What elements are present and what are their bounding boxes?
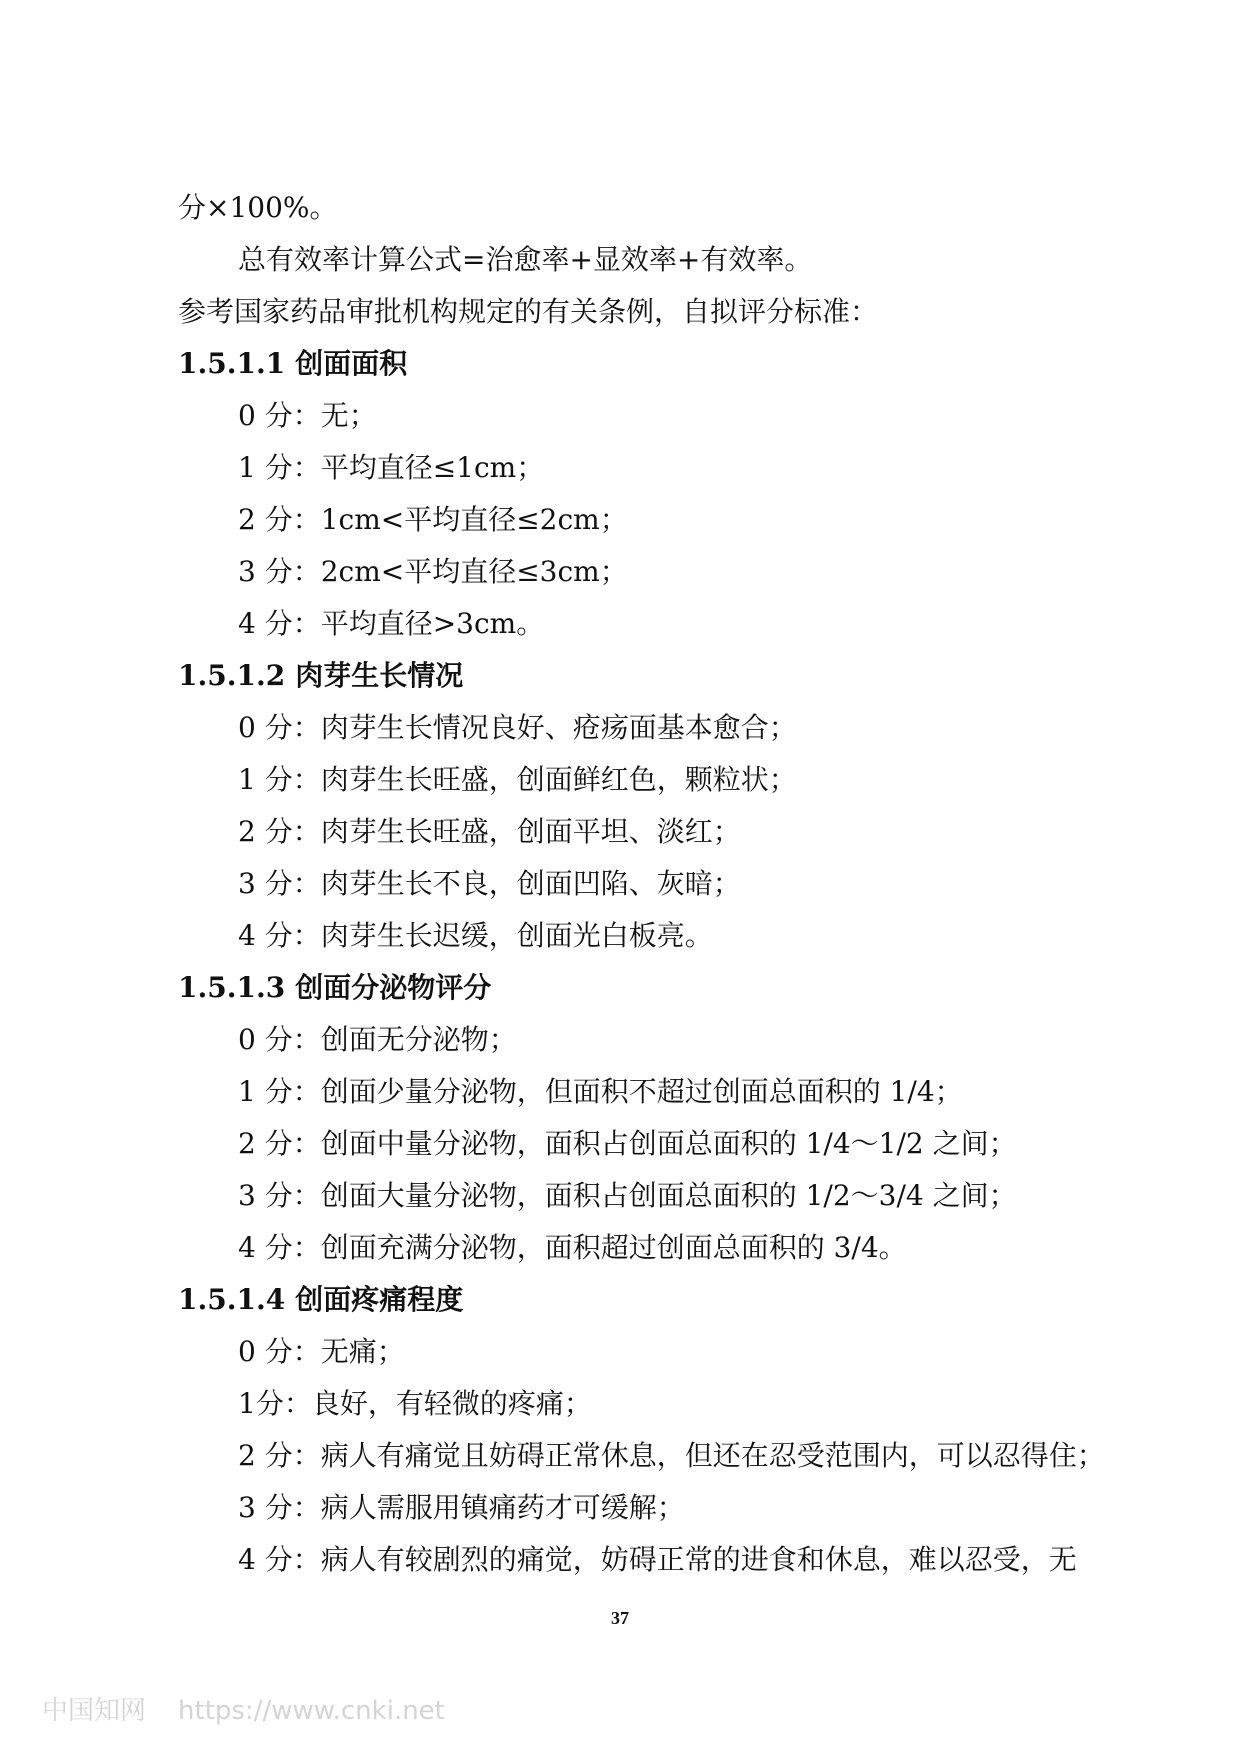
list-item: 0 分：肉芽生长情况良好、疮疡面基本愈合； (238, 711, 797, 744)
watermark (42, 1690, 445, 1727)
list-item: 4 分：创面充满分泌物，面积超过创面总面积的 3/4。 (238, 1231, 907, 1264)
section-heading-pain (178, 1280, 463, 1320)
list-item: 4 分：病人有较剧烈的痛觉，妨碍正常的进食和休息，难以忍受，无 (238, 1543, 1077, 1576)
section-number: 1.5.1.4 (178, 1283, 286, 1316)
section-title: 肉芽生长情况 (295, 659, 464, 692)
list-item: 3 分：创面大量分泌物，面积占创面总面积的 1/2～3/4 之间； (238, 1179, 1017, 1212)
list-item: 2 分：病人有痛觉且妨碍正常休息，但还在忍受范围内，可以忍得住； (238, 1439, 1105, 1472)
list-item: 1分：良好，有轻微的疼痛； (238, 1387, 592, 1420)
section-number: 1.5.1.3 (178, 971, 286, 1004)
list-item: 3 分：肉芽生长不良，创面凹陷、灰暗； (238, 867, 741, 900)
watermark-brand: 中国知网 (42, 1696, 147, 1726)
list-item: 2 分：创面中量分泌物，面积占创面总面积的 1/4～1/2 之间； (238, 1127, 1017, 1160)
page-number: 37 (611, 1608, 629, 1628)
list-item: 0 分：无痛； (238, 1335, 405, 1368)
list-item: 0 分：创面无分泌物； (238, 1023, 517, 1056)
list-item: 1 分：平均直径≤1cm； (238, 451, 545, 484)
list-item: 3 分：病人需服用镇痛药才可缓解； (238, 1491, 685, 1524)
paragraph-criteria-intro: 参考国家药品审批机构规定的有关条例，自拟评分标准： (178, 295, 879, 328)
list-item: 3 分：2cm<平均直径≤3cm； (238, 555, 628, 588)
section-title: 创面分泌物评分 (295, 971, 492, 1004)
section-heading-granulation (178, 656, 463, 696)
list-item: 1 分：创面少量分泌物，但面积不超过创面总面积的 1/4； (238, 1075, 963, 1108)
section-number: 1.5.1.1 (178, 347, 286, 380)
section-heading-wound-area (178, 344, 407, 384)
list-item: 0 分：无； (238, 399, 377, 432)
list-item: 4 分：肉芽生长迟缓，创面光白板亮。 (238, 919, 713, 952)
list-item: 2 分：肉芽生长旺盛，创面平坦、淡红； (238, 815, 741, 848)
watermark-url: https://www.cnki.net (178, 1696, 445, 1726)
list-item: 4 分：平均直径>3cm。 (238, 607, 545, 640)
section-title: 创面疼痛程度 (295, 1283, 464, 1316)
section-heading-secretion (178, 968, 491, 1008)
paragraph-formula: 总有效率计算公式=治愈率+显效率+有效率。 (238, 243, 813, 276)
paragraph-continuation: 分×100%。 (178, 191, 338, 224)
section-title: 创面面积 (295, 347, 408, 380)
list-item: 1 分：肉芽生长旺盛，创面鲜红色，颗粒状； (238, 763, 797, 796)
list-item: 2 分：1cm<平均直径≤2cm； (238, 503, 628, 536)
section-number: 1.5.1.2 (178, 659, 286, 692)
